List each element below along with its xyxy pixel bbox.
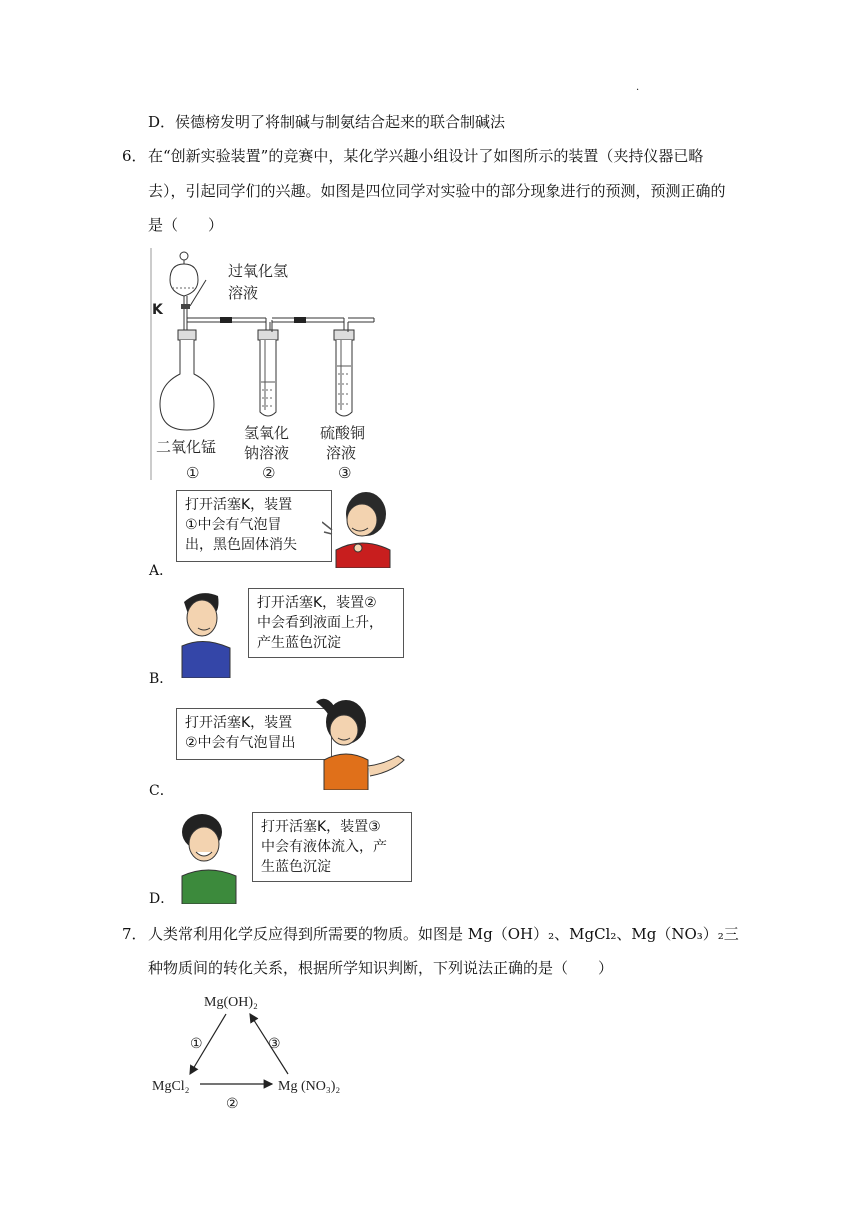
option-b-line3: 产生蓝色沉淀 <box>257 635 341 651</box>
label-reagent-top-2: 溶液 <box>228 284 259 302</box>
option-d-label[interactable]: D． <box>149 891 175 907</box>
label-flask: 二氧化锰 <box>156 438 217 456</box>
option-a-line2: ①中会有气泡冒 <box>185 517 282 533</box>
q7-number: 7． <box>122 925 147 943</box>
option-b-label[interactable]: B． <box>149 671 174 687</box>
label-num1: ① <box>186 464 200 482</box>
q5-option-d: D．侯德榜发明了将制碱与制氨结合起来的联合制碱法 <box>148 113 506 131</box>
label-num3: ③ <box>338 464 352 482</box>
option-d-speech-bubble <box>252 812 412 882</box>
option-d-line1: 打开活塞K，装置③ <box>261 819 381 835</box>
label-tube3-2: 溶液 <box>326 444 357 462</box>
label-tube2-2: 钠溶液 <box>244 444 290 462</box>
option-c-student-illustration <box>312 694 408 790</box>
option-d-student-illustration <box>174 808 244 904</box>
option-b-student-illustration <box>176 586 238 678</box>
option-a-label[interactable]: A． <box>149 563 174 579</box>
option-c-speech-bubble <box>176 708 332 760</box>
node-mg-no3-2: Mg (NO₃)₂ <box>278 1079 341 1094</box>
q7-conversion-diagram <box>146 988 376 1112</box>
label-tube3-1: 硫酸铜 <box>320 424 366 442</box>
q6-number: 6． <box>122 147 147 165</box>
option-a-student-illustration <box>322 488 396 568</box>
header-dot: . <box>636 82 640 93</box>
option-a-speech-bubble <box>176 490 332 562</box>
label-reagent-top-1: 过氧化氢 <box>228 262 289 280</box>
q6-text-line1: 在“创新实验装置”的竞赛中，某化学兴趣小组设计了如图所示的装置（夹持仪器已略 <box>148 147 704 165</box>
option-c-label[interactable]: C． <box>149 783 174 799</box>
option-a-line1: 打开活塞K，装置 <box>185 497 293 513</box>
option-c-line1: 打开活塞K，装置 <box>185 715 293 731</box>
node-mgcl2: MgCl₂ <box>152 1079 190 1094</box>
label-valve-k: K <box>152 302 163 318</box>
option-c-line2: ②中会有气泡冒出 <box>185 735 296 751</box>
option-b-speech-bubble <box>248 588 404 658</box>
q6-text-line3: 是（ ） <box>148 216 224 234</box>
label-num2: ② <box>262 464 276 482</box>
q6-apparatus-figure <box>148 244 388 484</box>
option-d-line2: 中会有液体流入，产 <box>261 839 387 855</box>
option-a-line3: 出，黑色固体消失 <box>185 537 297 553</box>
option-b-line2: 中会看到液面上升， <box>257 615 383 631</box>
arrow-2-label: ② <box>226 1097 239 1112</box>
q6-text-line2: 去），引起同学们的兴趣。如图是四位同学对实验中的部分现象进行的预测，预测正确的 <box>148 182 726 200</box>
option-d-line3: 生蓝色沉淀 <box>261 859 331 875</box>
arrow-3-label: ③ <box>268 1037 281 1052</box>
q7-text-line2: 种物质间的转化关系，根据所学知识判断，下列说法正确的是（ ） <box>148 959 614 977</box>
q7-text-line1: 人类常利用化学反应得到所需要的物质。如图是 Mg（OH）₂、MgCl₂、Mg（NO₃）₂三 <box>148 925 739 943</box>
arrow-1-label: ① <box>190 1037 203 1052</box>
label-tube2-1: 氢氧化 <box>244 424 290 442</box>
option-b-line1: 打开活塞K，装置② <box>257 595 377 611</box>
node-mg-oh-2: Mg(OH)₂ <box>204 995 258 1010</box>
